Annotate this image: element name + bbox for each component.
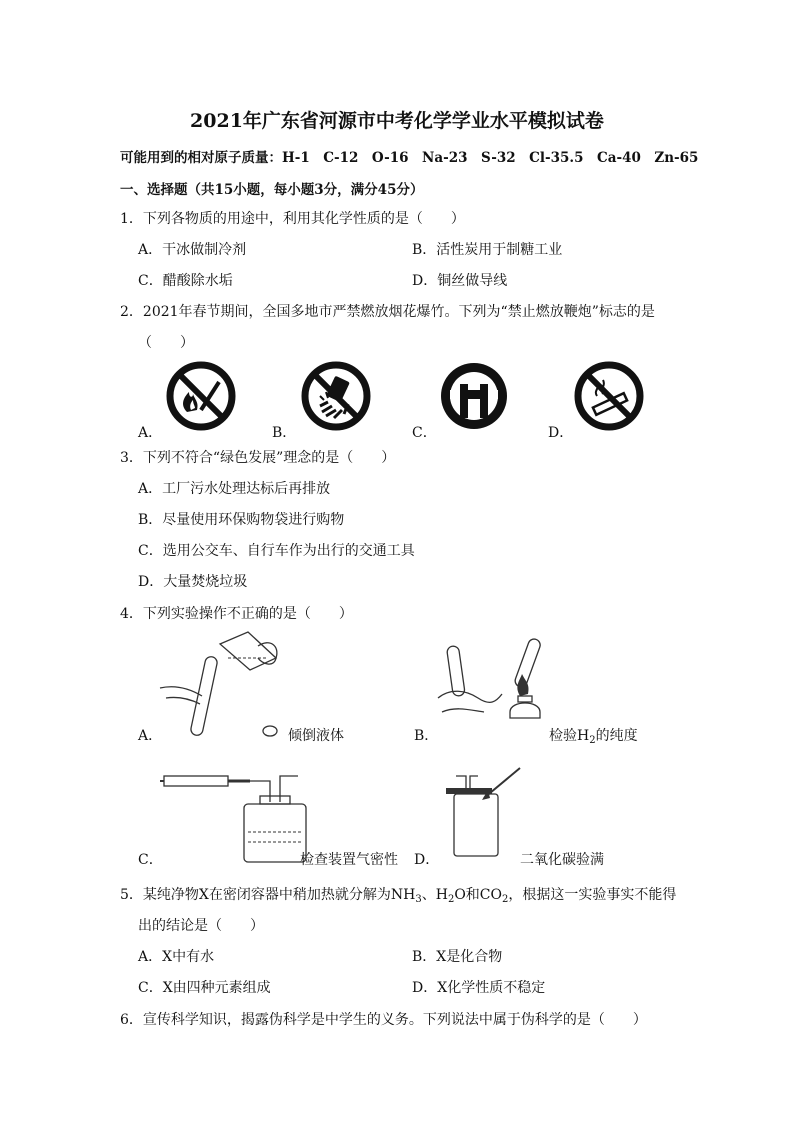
q3-option-b: B．尽量使用环保购物袋进行购物 <box>138 512 345 528</box>
q5-stem: 5．某纯净物X在密闭容器中稍加热就分解为$NH_3$、$H_2O$和$CO_2$，根据这一实验事实不能得 <box>120 887 677 905</box>
q3-option-c: C．选用公交车、自行车作为出行的交通工具 <box>138 543 415 559</box>
q3-option-a: A．工厂污水处理达标后再排放 <box>138 481 331 497</box>
q3-stem: 3．下列不符合“绿色发展”理念的是（ ） <box>120 450 396 466</box>
q4-caption-a: 倾倒液体 <box>288 728 344 744</box>
q2-option-d: D． <box>548 425 574 441</box>
q1-stem: 1．下列各物质的用途中，利用其化学性质的是（ ） <box>120 211 465 227</box>
atomic-masses: 可能用到的相对原子质量：H-1 C-12 O-16 Na-23 S-32 Cl-35.5 Ca-40 Zn-65 <box>120 150 699 166</box>
q5-option-a: A．X中有水 <box>138 949 215 965</box>
q4-caption-c: 检查装置气密性 <box>300 852 398 868</box>
q1-option-b: B．活性炭用于制糖工业 <box>412 242 563 258</box>
test-h2-purity-illustration <box>430 632 560 744</box>
q2-stem: 2．2021年春节期间，全国多地市严禁燃放烟花爆竹。下列为“禁止燃放鞭炮”标志的是 <box>120 304 655 320</box>
q4-option-c: C． <box>138 852 163 868</box>
q2-option-a: A． <box>138 425 163 441</box>
q5-option-d: D．X化学性质不稳定 <box>412 980 546 996</box>
co2-full-test-illustration <box>442 764 532 860</box>
q6-stem: 6．宣传科学知识，揭露伪科学是中学生的义务。下列说法中属于伪科学的是（ ） <box>120 1012 647 1028</box>
q4-option-d: D． <box>414 852 440 868</box>
no-fire-sign-image <box>165 360 237 432</box>
q4-option-a: A． <box>138 728 163 744</box>
q2-paren: （ ） <box>138 335 194 351</box>
water-conservation-sign-image <box>438 360 510 432</box>
q1-option-a: A．干冰做制冷剂 <box>138 242 247 258</box>
q4-caption-b: 检验$H_2$的纯度 <box>549 728 638 746</box>
q1-option-c: C．醋酸除水垢 <box>138 273 233 289</box>
q4-caption-d: 二氧化碳验满 <box>520 852 604 868</box>
q2-option-b: B． <box>272 425 297 441</box>
q1-option-d: D．铜丝做导线 <box>412 273 508 289</box>
q5-option-b: B．X是化合物 <box>412 949 503 965</box>
q3-option-d: D．大量焚烧垃圾 <box>138 574 248 590</box>
q4-option-b: B． <box>414 728 439 744</box>
airtightness-check-illustration <box>160 766 310 866</box>
q5-option-c: C．X由四种元素组成 <box>138 980 271 996</box>
page-title: 2021年广东省河源市中考化学学业水平模拟试卷 <box>190 110 604 132</box>
q4-stem: 4．下列实验操作不正确的是（ ） <box>120 606 353 622</box>
section-heading: 一、选择题（共15小题，每小题3分，满分45分） <box>120 182 424 198</box>
no-firecracker-sign-image <box>300 360 372 432</box>
q5-stem-line2: 出的结论是（ ） <box>138 918 264 934</box>
pour-liquid-illustration <box>158 628 290 746</box>
no-smoking-sign-image <box>573 360 645 432</box>
q2-option-c: C． <box>412 425 437 441</box>
